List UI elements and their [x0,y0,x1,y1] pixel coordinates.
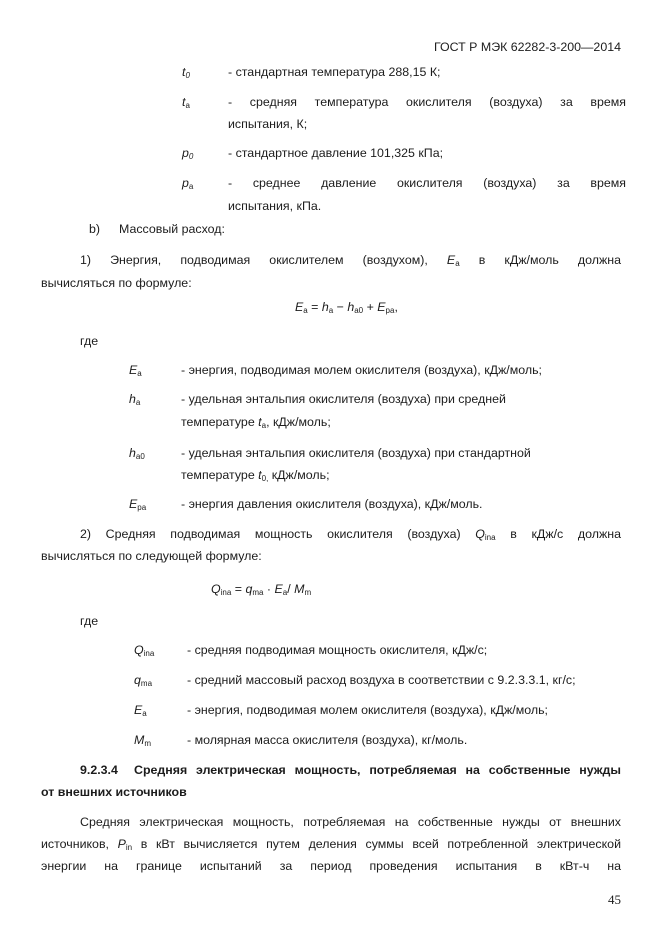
formula-power: $Q_{ina} = q_{ma} \cdot E_a/$ $M_m$ [211,582,312,597]
def-text-ha-line1: - удельная энтальпия окислителя (воздуха) при средней [181,392,506,406]
where-label-1: где [80,334,99,348]
section-title-line2: от внешних источников [41,785,187,799]
def-text-Epa: - энергия давления окислителя (воздуха), кДж/моль. [181,497,483,511]
document-standard-header: ГОСТ Р МЭК 62282-3-200—2014 [433,40,621,54]
def-symbol-Qina: $Q_{ina}$ [134,643,155,658]
para3-line2: источников, $P_{in}$ в кВт вычисляется путем деления суммы всей потребленной электрической [41,837,621,852]
page-number: 45 [608,892,621,907]
def-text-Ea: - энергия, подводимая молем окислителя (воздуха), кДж/моль; [181,363,543,377]
def-text-Mm: - молярная масса окислителя (воздуха), кг/моль. [187,733,468,747]
def-text-ha0-line1: - удельная энтальпия окислителя (воздуха) при стандартной [181,446,531,460]
section-number: 9.2.3.4 [80,763,118,777]
para2-line1: 2) Средняя подводимая мощность окислителя (воздуха) $Q_{ina}$ в кДж/с должна [80,527,622,542]
def-symbol-pa: $p_a$ [182,176,194,191]
def-text-pa-line1: - среднее давление окислителя (воздуха) за время [228,176,626,190]
def-text-Ea-2: - энергия, подводимая молем окислителя (воздуха), кДж/моль; [187,703,549,717]
list-text-b: Массовый расход: [119,222,225,236]
def-symbol-t0: $t_0$ [182,65,190,80]
def-symbol-ta: $t_a$ [182,95,190,110]
def-text-ha0-line2: температуре $t_{0,}$ кДж/моль; [181,468,330,483]
section-title-line1: Средняя электрическая мощность, потребляемая на собственные нужды [134,763,621,777]
def-symbol-ha0: $h_{a0}$ [129,446,145,461]
para1-line1: 1) Энергия, подводимая окислителем (воздухом), $E_a$ в кДж/моль должна [80,253,621,268]
def-symbol-Ea-2: $E_a$ [134,703,147,718]
def-symbol-Mm: $M_m$ [134,733,151,748]
def-text-Qina: - средняя подводимая мощность окислителя, кДж/с; [187,643,488,657]
def-text-ta-line1: - средняя температура окислителя (воздуха) за время [228,95,626,109]
para1-line2: вычисляться по формуле: [41,276,192,290]
def-symbol-Epa: $E_{pa}$ [129,497,147,512]
def-text-p0: - стандартное давление 101,325 кПа; [228,146,444,160]
formula-energy: $E_a = h_a - h_{a0} + E_{pa}$, [295,300,398,315]
para3-line1: Средняя электрическая мощность, потребляемая на собственные нужды от внешних [80,815,621,829]
def-text-ta-line2: испытания, К; [228,117,308,131]
def-text-t0: - стандартная температура 288,15 К; [228,65,441,79]
def-symbol-p0: $p_0$ [182,146,194,161]
para3-line3: энергии на границе испытаний за период проведения испытания в кВт-ч на [41,859,621,873]
def-symbol-ha: $h_a$ [129,392,141,407]
def-symbol-Ea: $E_a$ [129,363,142,378]
where-label-2: где [80,614,99,628]
def-text-ha-line2: температуре $t_a$, кДж/моль; [181,415,331,430]
para2-line2: вычисляться по следующей формуле: [41,549,262,563]
def-text-pa-line2: испытания, кПа. [228,199,322,213]
def-symbol-qma: $q_{ma}$ [134,673,153,688]
list-label-b: b) [89,222,101,236]
def-text-qma: - средний массовый расход воздуха в соответствии с 9.2.3.3.1, кг/с; [187,673,576,687]
